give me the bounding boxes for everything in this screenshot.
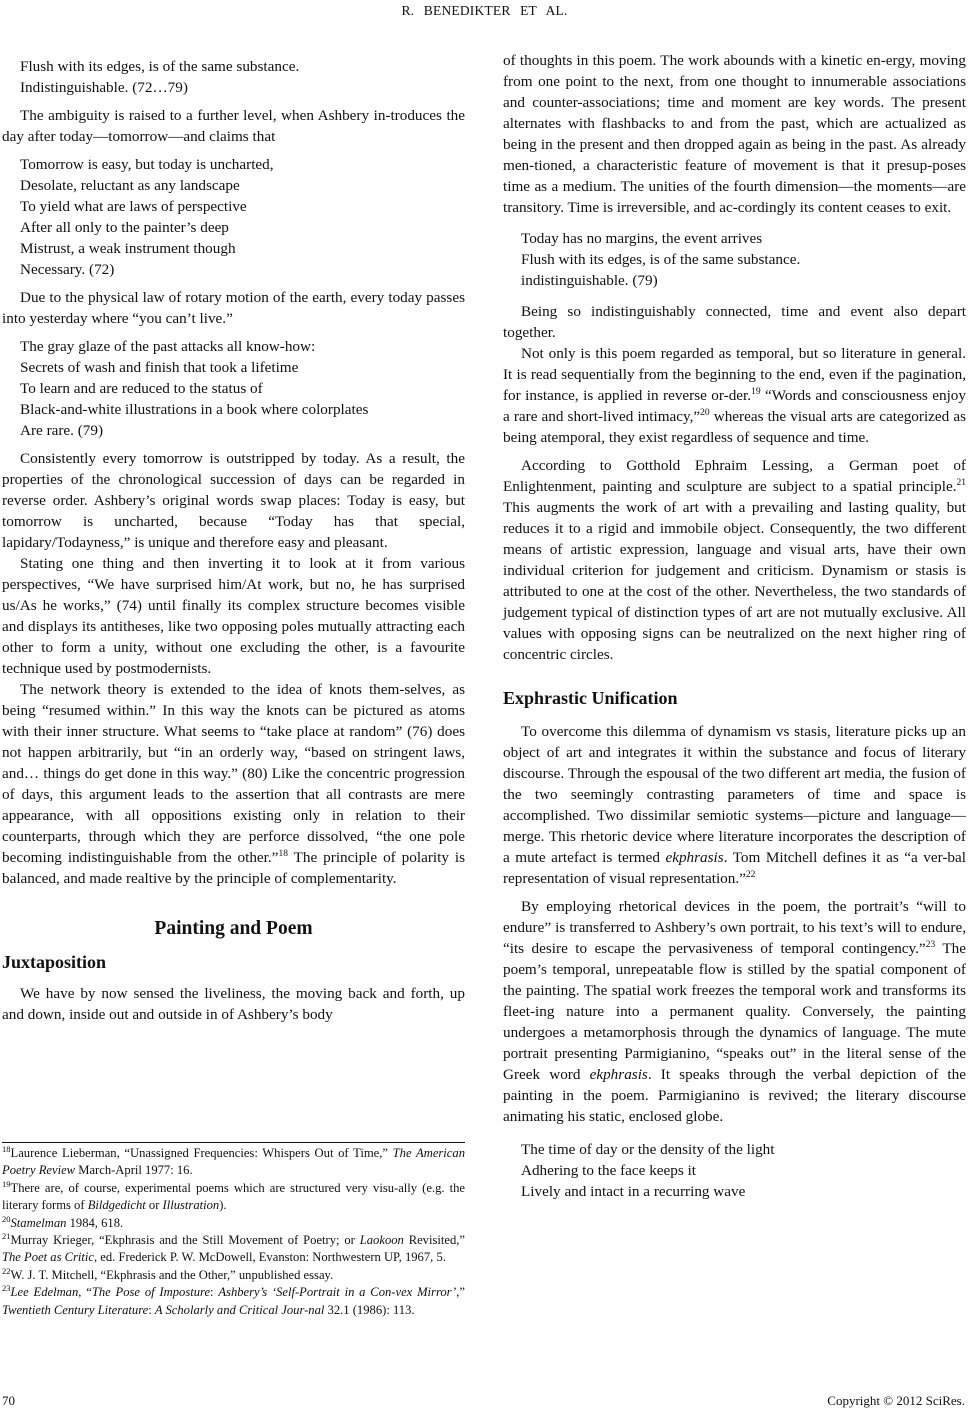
footnote-number: 19 [2,1178,11,1189]
body-paragraph: Due to the physical law of rotary motion of the earth, every today passes into yesterday where “you can’t live.” [2,289,465,327]
footnote-number: 22 [2,1265,11,1276]
copyright-notice: Copyright © 2012 SciRes. [827,1393,965,1408]
footnote-ref[interactable]: 18 [278,849,288,859]
footnote-ref[interactable]: 20 [700,408,710,418]
poem-quote [521,1139,966,1202]
poem-line: Black-and-white illustrations in a book where colorplates [20,401,369,418]
right-column [503,50,966,1209]
body-paragraph: Stating one thing and then inverting it to look at it from various perspectives, “We have surprised him/At work, but no, he has surprised us/As he works,” (74) until finally its complex structure becomes visible and displays its antitheses, like two opposing poles mutually attracting each other to form a unity, without one excluding the other, is a favourite technique used by postmodernists. [2,555,465,677]
footnote-18: $^{18}$Laurence Lieberman, “Unassigned Frequencies: Whispers Out of Time,” The American Poetry Review March-April 1977: 16. [2,1144,465,1178]
poem-line: The time of day or the density of the light [521,1141,775,1158]
running-head: R. BENEDIKTER ET AL. [401,3,568,18]
poem-line: The gray glaze of the past attacks all know-how: [20,338,316,355]
poem-quote [20,154,465,280]
body-paragraph: of thoughts in this poem. The work abounds with a kinetic en-ergy, moving from one point to the next, from one thought to innumerable associations and counter-associations; time and moment are key words. The present alternates with flashbacks to and from the past, which are actualized as being in the present and then dropped again as being in the past. As already men-tioned, a characteristic feature of movement is that it presup-poses time as a medium. The unities of the fourth dimension—the moments—are transitory. Time is irreversible, and ac-cordingly its content ceases to exit. [503,52,966,216]
body-paragraph: The ambiguity is raised to a further level, when Ashbery in-troduces the day after today—tomorrow—and claims that [2,107,465,145]
section-heading: Painting and Poem [154,918,313,939]
footnote-19: $^{19}$There are, of course, experimental poems which are structured very visu-ally (e.g. the literary forms of Bildgedicht or Illustration). [2,1178,465,1213]
subsection-heading: Exphrastic Unification [503,688,678,708]
body-paragraph: We have by now sensed the liveliness, the moving back and forth, up and down, inside out and outside in of Ashbery’s body [2,985,465,1023]
body-paragraph: To overcome this dilemma of dynamism vs stasis, literature picks up an object of art and integrates it within the substance and focus of literary discourse. Through the espousal of the two different art media, the fusion of the two seemingly contrasting parameters of time and space is accomplished. Two dissimilar semiotic systems—picture and language—merge. This rhetoric device where literature incorporates the description of a mute artefact is termed ekphrasis. Tom Mitchell defines it as “a ver-bal representation of visual representation.”$^{22}$ [503,723,966,887]
poem-line: Desolate, reluctant as any landscape [20,177,240,194]
body-paragraph: Not only is this poem regarded as temporal, but so literature in general. It is read sequentially from the beginning to the end, even if the pagination, for instance, is applied in reverse or-der.$^{19}$ “Words and consciousness enjoy a rare and short-lived intimacy,”$^{20}$ whereas the visual arts are categorized as being atemporal, they exist regardless of sequence and time. [503,345,966,446]
footnote-ref[interactable]: 19 [751,387,761,397]
poem-line: Are rare. (79) [20,422,104,439]
footnote-ref[interactable]: 21 [956,478,966,488]
poem-quote [20,56,465,98]
body-paragraph: According to Gotthold Ephraim Lessing, a German poet of Enlightenment, painting and sculpture are subject to a spatial principle.$^{21}$ This augments the work of art with a prevailing and lasting quality, but reduces it to a rigid and immobile object. Consequently, the two different means of artistic expression, language and visual arts, have their own individual criterion for judgement and criticism. Dynamism or stasis is attributed to one at the cost of the other. Nevertheless, the two standards of judgement typical of distinction types of art are not mutually exclusive. All values with opposing signs can be neutralized on the next higher ring of concentric circles. [503,457,966,663]
body-paragraph: The network theory is extended to the idea of knots them-selves, as being “resumed within.” In this way the knots can be pictured as atoms with their inner structure. What seems to “take place at random” (76) does not happen arbitrarily, but “in an orderly way, “based on stringent laws, and… things do get done in this way.” (80) Like the concentric progression of days, this argument leads to the assertion that all contrasts are mere appearance, with all oppositions existing only in relation to their counterparts, through which they are perforce dissolved, “the one pole becoming indistinguishable from the other.”$^{18}$ The principle of polarity is balanced, and made realtive by the principle of complementarity. [2,681,465,887]
subsection-heading: Juxtaposition [2,952,107,972]
footnote-number: 18 [2,1144,11,1154]
poem-quote [521,228,966,291]
footnote-ref[interactable]: 22 [745,870,756,880]
body-paragraph: By employing rhetorical devices in the poem, the portrait’s “will to endure” is transferred to Ashbery’s own portrait, to his text’s will to endure, “its desire to escape the pervasiveness of temporal contingency.”$^{23}$ The poem’s temporal, unrepeatable flow is stilled by the spatial component of the painting. The spatial work freezes the temporal work and transforms its fleet-ing nature into a permanent quality. Conversely, the painting undergoes a metamorphosis through the dynamics of language. The mute portrait presenting Parmigianino, “speaks out” in the literal sense of the Greek word ekphrasis. It speaks through the verbal depiction of the painting in the poem. Parmigianino is revived; the literary discourse animating his static, enclosed globe. [503,898,966,1125]
poem-line: indistinguishable. (79) [521,272,658,289]
poem-line: Secrets of wash and finish that took a lifetime [20,359,299,376]
left-column [2,50,465,1025]
body-paragraph: Consistently every tomorrow is outstripped by today. As a result, the properties of the chronological succession of days can be regarded in reverse order. Ashbery’s original words swap places: Today is easy, but tomorrow is uncharted, because “Today has that special, lapidary/Todayness,” is unique and therefore easy and pleasant. [2,450,465,551]
page-number: 70 [2,1393,15,1408]
footnote-22: $^{22}$W. J. T. Mitchell, “Ekphrasis and the Other,” unpublished essay. [2,1265,334,1282]
poem-line: Flush with its edges, is of the same substance. [20,58,300,75]
footnote-number: 21 [2,1231,11,1242]
footnote-23: $^{23}$Lee Edelman, “The Pose of Imposture: Ashbery’s ‘Self-Portrait in a Con-vex Mirror’,” Twentieth Century Literature: A Scholarly and Critical Jour-nal 32.1 (1986): 113. [2,1283,465,1317]
footnote-20: $^{20}$Stamelman 1984, 618. [2,1213,124,1230]
poem-line: Adhering to the face keeps it [521,1162,697,1179]
footnote-21: $^{21}$Murray Krieger, “Ekphrasis and the Still Movement of Poetry; or Laokoon Revisited,” The Poet as Critic, ed. Frederick P. W. McDowell, Evanston: Northwestern UP, 1967, 5. [2,1231,465,1265]
poem-quote [20,336,465,441]
poem-line: After all only to the painter’s deep [20,219,229,236]
footnote-number: 23 [2,1283,11,1294]
footnote-ref[interactable]: 23 [925,940,936,950]
poem-line: Flush with its edges, is of the same substance. [521,251,801,268]
poem-line: Necessary. (72) [20,261,115,278]
poem-line: Tomorrow is easy, but today is uncharted, [20,156,274,173]
footnotes [2,1142,465,1319]
poem-line: Today has no margins, the event arrives [521,230,763,247]
body-paragraph: Being so indistinguishably connected, time and event also depart together. [503,303,966,341]
poem-line: To learn and are reduced to the status of [20,380,263,397]
footnote-number: 20 [2,1213,11,1224]
poem-line: Mistrust, a weak instrument though [20,240,236,257]
poem-line: Lively and intact in a recurring wave [521,1183,746,1200]
poem-line: To yield what are laws of perspective [20,198,247,215]
poem-line: Indistinguishable. (72…79) [20,79,188,96]
